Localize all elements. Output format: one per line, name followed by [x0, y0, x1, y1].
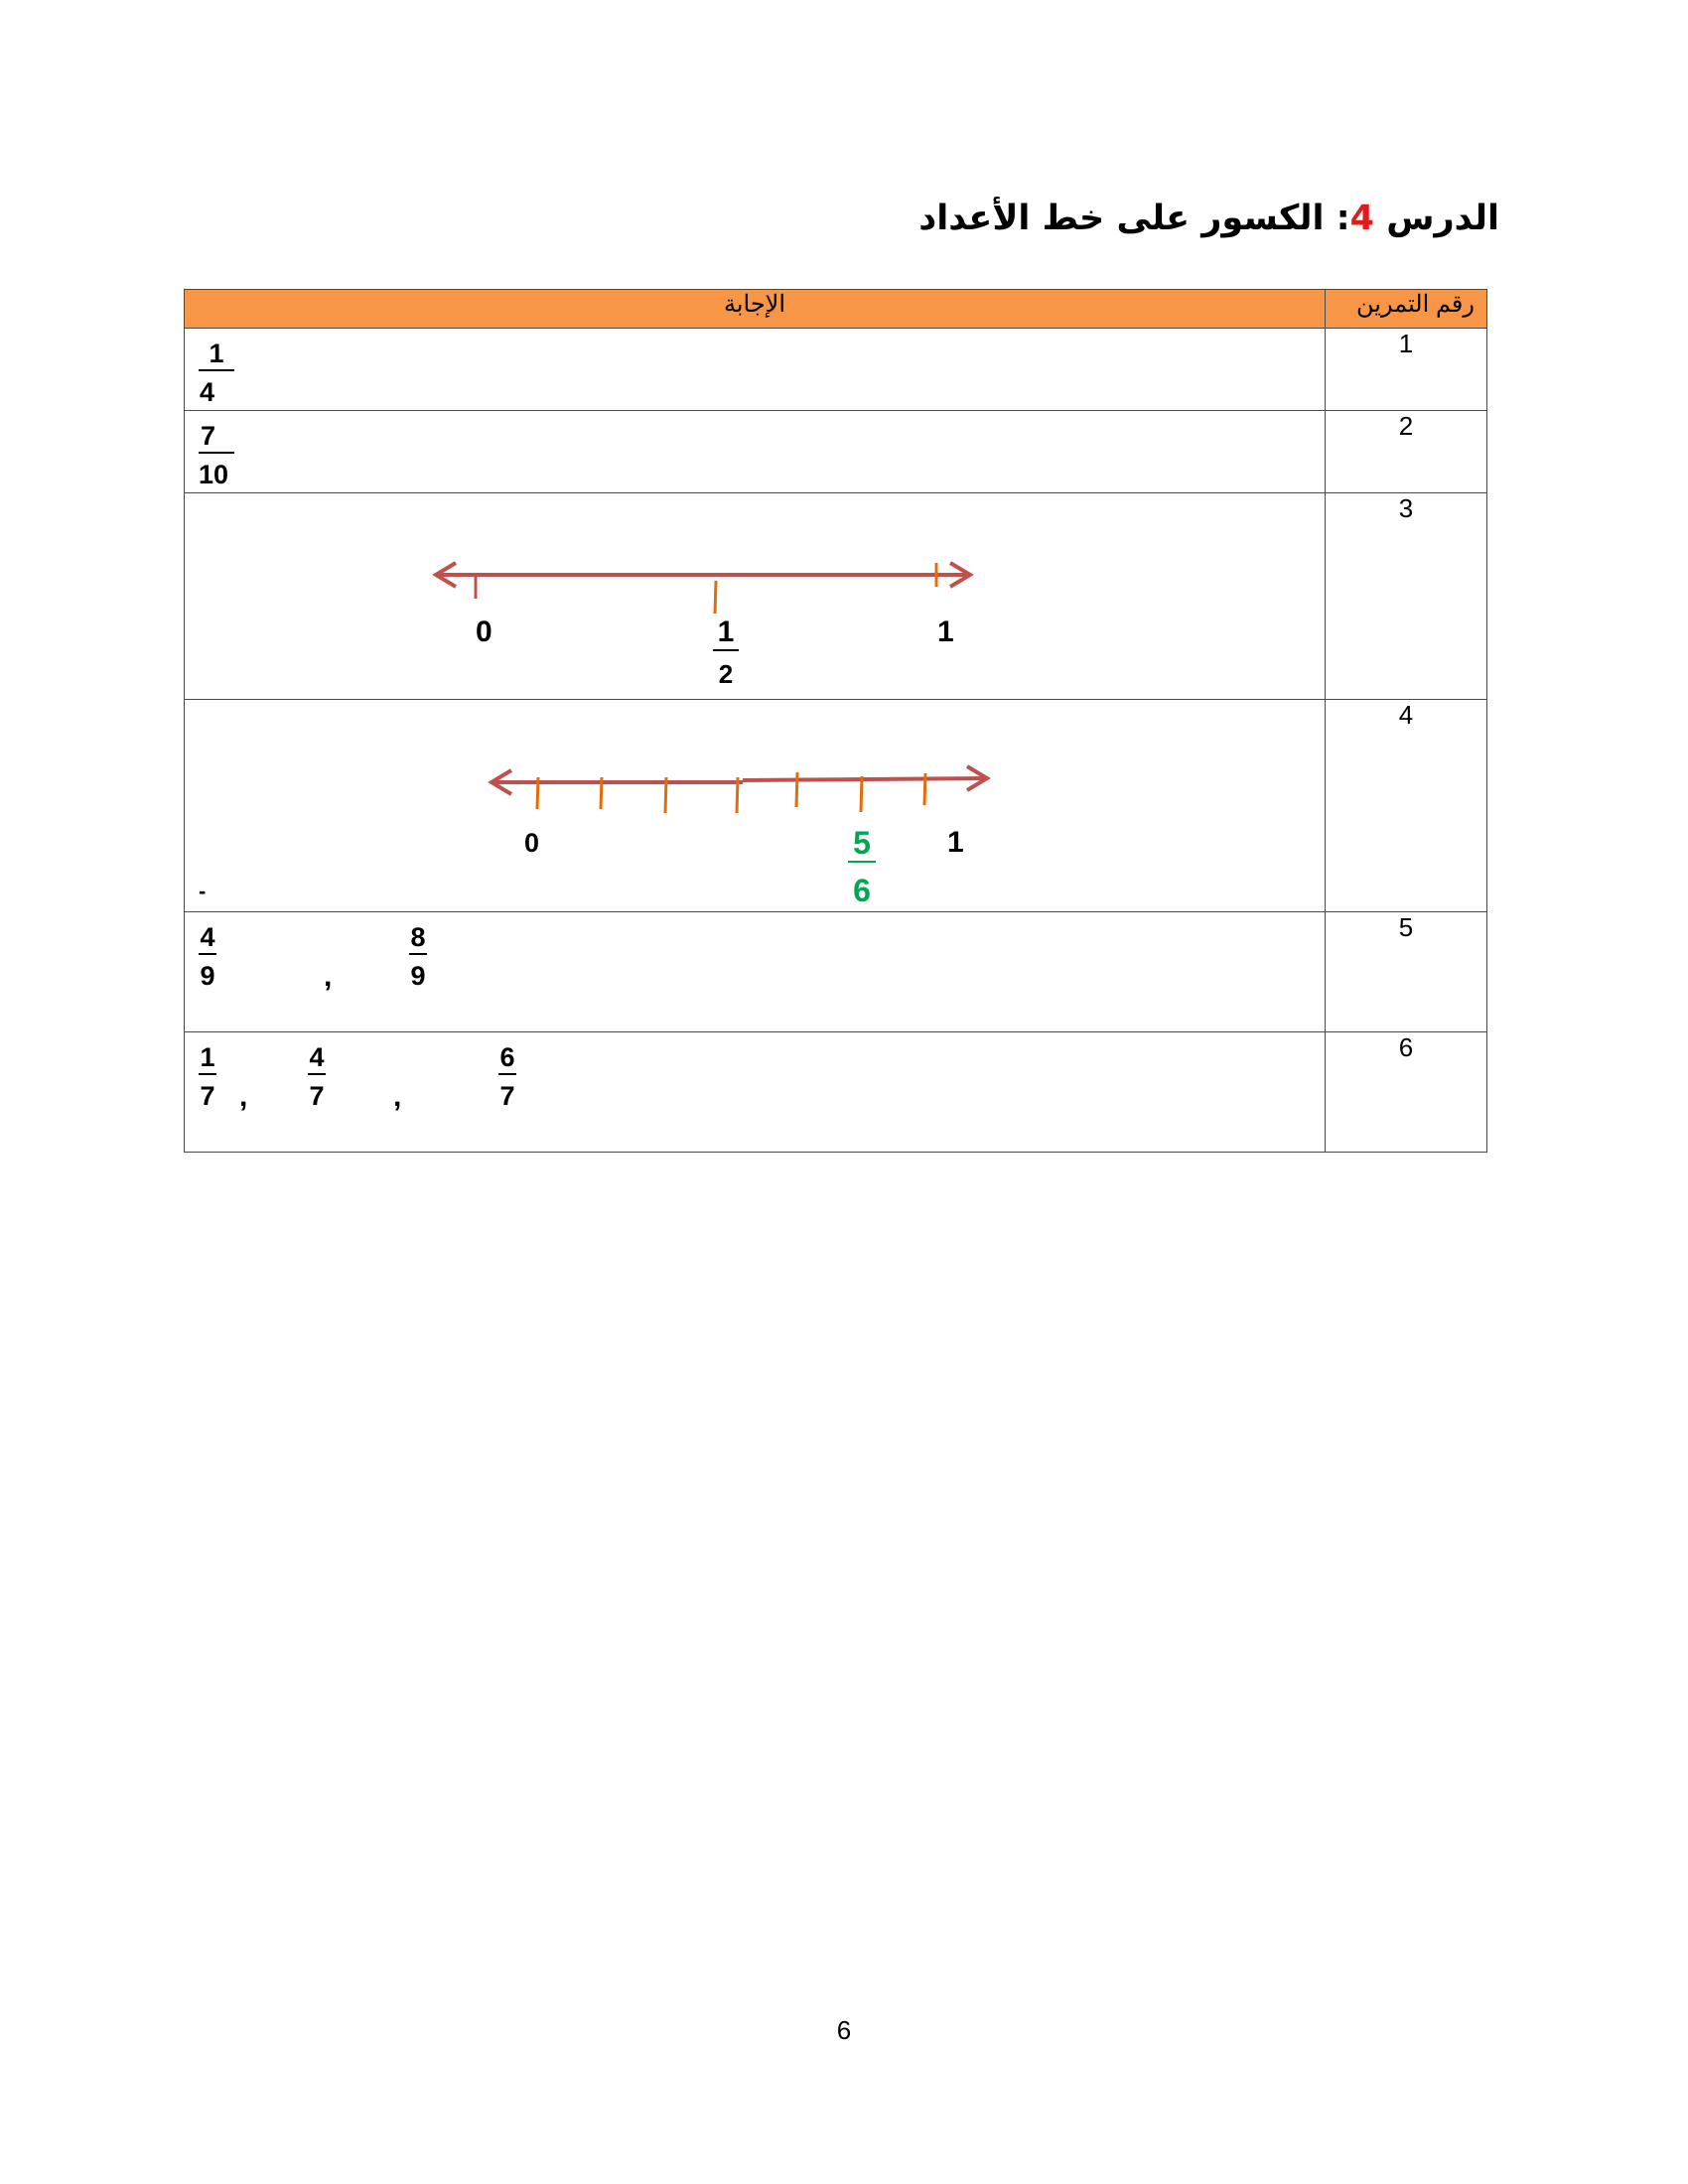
lesson-title	[918, 199, 1499, 238]
axis-line-right	[743, 778, 987, 780]
answer-cell	[185, 329, 1326, 411]
answer-five-sixths	[848, 827, 876, 906]
numerator: 1	[199, 1044, 216, 1075]
numerator: 6	[498, 1044, 516, 1075]
separator-comma: ,	[239, 1080, 248, 1113]
table-row	[185, 329, 1487, 411]
answer-cell	[185, 700, 1326, 912]
tick-4	[796, 772, 797, 807]
label-one: 1	[947, 826, 964, 859]
fraction	[308, 1044, 326, 1110]
denominator: 2	[718, 659, 734, 689]
number-line-sixths	[185, 700, 1326, 912]
exercise-number: 3	[1326, 493, 1487, 700]
tick-2	[665, 777, 666, 813]
table-row	[185, 912, 1487, 1032]
denominator: 9	[410, 961, 426, 991]
numerator: 4	[308, 1044, 326, 1075]
numerator: 1	[199, 341, 234, 371]
tick-3	[737, 777, 738, 813]
exercise-number: 2	[1326, 411, 1487, 493]
stray-mark: -	[199, 879, 207, 903]
title-suffix: : الكسور على خط الأعداد	[918, 199, 1350, 238]
table-row	[185, 411, 1487, 493]
tick-half	[715, 581, 716, 614]
numerator: 5	[848, 827, 876, 863]
tick-1	[601, 777, 602, 809]
denominator: 10	[199, 460, 229, 489]
exercise-number: 4	[1326, 700, 1487, 912]
denominator: 9	[200, 961, 215, 991]
header-answer: الإجابة	[185, 290, 1326, 329]
fraction	[199, 341, 234, 406]
tick-5	[861, 776, 862, 812]
answer-cell	[185, 912, 1326, 1032]
separator-comma: ,	[393, 1080, 402, 1113]
label-half	[713, 617, 739, 687]
answer-cell	[185, 1032, 1326, 1153]
numerator: 8	[409, 924, 427, 955]
exercise-number: 6	[1326, 1032, 1487, 1153]
table-row	[185, 1032, 1487, 1153]
answers-table	[184, 289, 1487, 1153]
label-one: 1	[937, 615, 954, 648]
title-number: 4	[1349, 199, 1374, 238]
denominator: 7	[499, 1081, 515, 1111]
separator-comma: ,	[324, 960, 333, 993]
page-number: 6	[836, 2015, 852, 2045]
numerator: 1	[713, 617, 739, 651]
answer-cell	[185, 411, 1326, 493]
denominator: 7	[200, 1081, 215, 1111]
label-zero: 0	[476, 615, 492, 648]
fraction	[199, 1044, 216, 1110]
number-line-halves	[185, 493, 1326, 700]
denominator: 4	[200, 377, 215, 407]
title-prefix: الدرس	[1386, 199, 1499, 238]
table-row	[185, 493, 1487, 700]
exercise-number: 1	[1326, 329, 1487, 411]
exercise-number: 5	[1326, 912, 1487, 1032]
denominator: 6	[853, 873, 871, 908]
header-exercise-number: رقم التمرين	[1326, 290, 1487, 329]
numerator: 7	[199, 423, 234, 454]
table-header-row	[185, 290, 1487, 329]
numerator: 4	[199, 924, 216, 955]
fraction	[409, 924, 427, 990]
answer-cell	[185, 493, 1326, 700]
tick-6	[924, 773, 925, 805]
denominator: 7	[309, 1081, 325, 1111]
fraction	[199, 924, 216, 990]
label-zero: 0	[524, 828, 540, 858]
fraction	[199, 423, 234, 488]
tick-0	[537, 777, 538, 809]
table-row	[185, 700, 1487, 912]
fraction	[498, 1044, 516, 1110]
